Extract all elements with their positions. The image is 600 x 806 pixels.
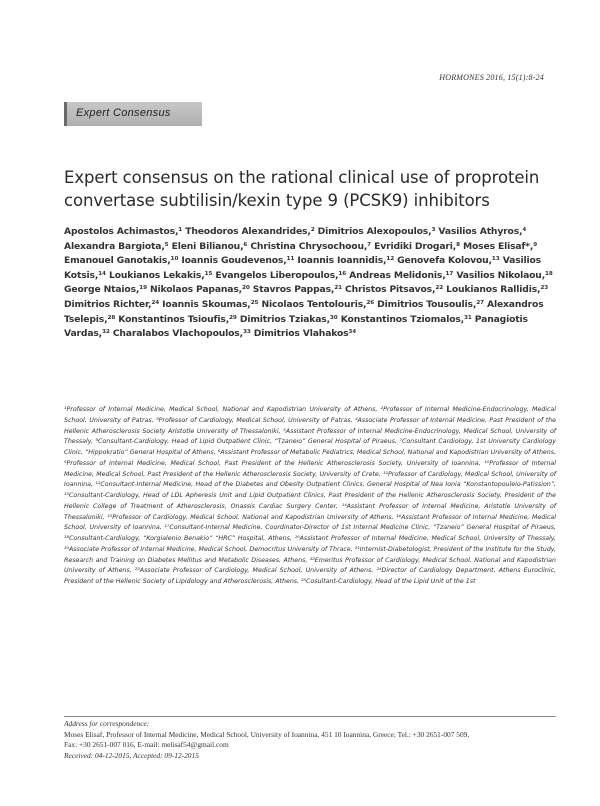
journal-reference: HORMONES 2016, 15(1):8-24 [439,73,544,82]
correspondence-block [64,719,556,761]
received-accepted-dates: Received: 04-12-2015, Accepted: 09-12-2015 [64,750,199,760]
correspondence-address: Moses Elisaf, Professor of Internal Medicine, Medical School, University of Ioannina, 451 10 Ioannina, Greece; Tel.: +30 2651-007 509, [64,729,470,739]
correspondence-divider [64,716,556,717]
author-affiliations: ¹Professor of Internal Medicine, Medical School, National and Kapodistrian University of Athens, ²Professor of Internal Medicine-Endocrinology, Medical School, University of Patras, ³Professor of Cardiology, Medical School, University of Patras, ⁴Associate Professor of Internal Medicine, Past President of the Hellenic Atherosclerosis Society Aristotle University of Thessaloniki, ⁵Assistant Professor of Internal Medicine-Endocrinology, Medical School, University of Thessaly, ⁶Consultant-Cardiology, Head of Lipid Outpatient Clinic, “Tzaneio” General Hospital of Piraeus, ⁷Consultant Cardiology, 1st University Cardiology Clinic, “Hippokratio” General Hospital of Athens, ⁸Assistant Professor of Metabolic Pediatrics, Medical School, National and Kapodistrian University of Athens, ⁹Professor of Internal Medicine, Medical School, Past President of the Hellenic Atherosclerosis Society, University of Ioannina, ¹⁰Professor of Internal Medicine, Medical School, Past President of the Hellenic Atherosclerosis Society, University of Crete, ¹¹Professor of Cardiology, Medical School, University of Ioannina, ¹²Consultant-Internal Medicine, Head of the Diabetes and Obesity Outpatient Clinics, General Hospital of Nea Ionia “Konstantopouleio-Patission”, ¹³Consultant-Cardiology, Head of LDL Apheresis Unit and Lipid Outpatient Clinics, Past President of the Hellenic Atherosclerosis Society, President of the Hellenic College of Treatment of Atherosclerosis, Onassis Cardiac Surgery Center, ¹⁴Assistant Professor of Internal Medicine, Aristotle University of Thessaloniki, ¹⁵Professor of Cardiology, Medical School, National and Kapodistrian University of Athens, ¹⁶Assistant Professor of Internal Medicine, Medical School, University of Ioannina, ¹⁷Consultant-Internal Medicine, Coordinator-Director of 1st Internal Medicine Clinic, “Tzaneio” General Hospital of Piraeus, ¹⁸Consultant-Cardiology, “Korgialenio Benakio” “HRC” Hospital, Athens, ¹⁹Assistant Professor of Internal Medicine, Medical School, University of Thessaly, ²⁰Associate Professor of Internal Medicine, Medical School, Democritus University of Thrace, ²¹Internist-Diabetologist, President of the Institute for the Study, Research and Training on Diabetes Mellitus and Metabolic Diseases, Athens, ²²Emeritus Professor of Cardiology, Medical School, National and Kapodistrian University of Athens, ²³Associate Professor of Cardiology, Medical School, University of Athens, ²⁴Director of Cardiology Department, Athens Euroclinic, President of the Hellenic Society of Lipidology and Atherosclerosis, Athens, ²⁵Cosultant-Cardiology, Head of the Lipid Unit of the 1st [64,406,556,585]
author-list: Apostolos Achimastos,¹ Theodoros Alexandrides,² Dimitrios Alexopoulos,³ Vasilios Athyros,⁴ Alexandra Bargiota,⁵ Eleni Bilianou,⁶ Christina Chrysochoou,⁷ Evridiki Drogari,⁸ Moses Elisaf*,⁹ Emanouel Ganotakis,¹⁰ Ioannis Goudevenos,¹¹ Ioannis Ioannidis,¹² Genovefa Kolovou,¹³ Vasilios Kotsis,¹⁴ Loukianos Lekakis,¹⁵ Evangelos Liberopoulos,¹⁶ Andreas Melidonis,¹⁷ Vasilios Nikolaou,¹⁸ George Ntaios,¹⁹ Nikolaos Papanas,²⁰ Stavros Pappas,²¹ Christos Pitsavos,²² Loukianos Rallidis,²³ Dimitrios Richter,²⁴ Ioannis Skoumas,²⁵ Nicolaos Tentolouris,²⁶ Dimitrios Tousoulis,²⁷ Alexandros Tselepis,²⁸ Konstantinos Tsioufis,²⁹ Dimitrios Tziakas,³⁰ Konstantinos Tziomalos,³¹ Panagiotis Vardas,³² Charalabos Vlachopoulos,³³ Dimitrios Vlahakos³⁴ [64,226,553,340]
correspondence-label: Address for correspondence: [64,719,150,728]
section-badge [64,102,202,126]
correspondence-contact: Fax: +30 2651-007 016, E-mail: melisaf54@gmail.com [64,740,229,750]
article-title: Expert consensus on the rational clinical use of proprotein convertase subtilisin/kexin type 9 (PCSK9) inhibitors [64,168,540,210]
section-badge-label: Expert Consensus [76,107,171,119]
